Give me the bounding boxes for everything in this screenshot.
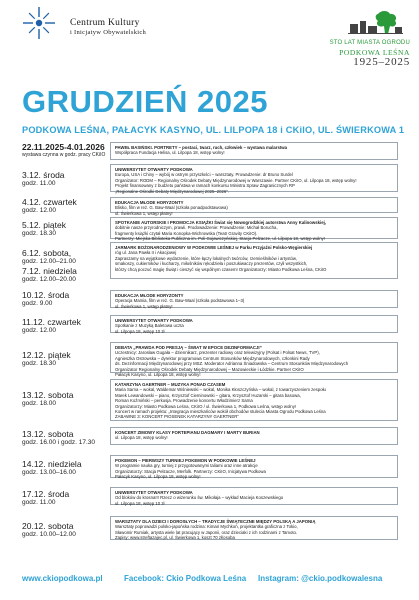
- event-detail-line: ul. Świerkowa 1, wstęp płatny!: [115, 303, 173, 309]
- event-description: [110, 455, 398, 478]
- event-detail-line: Marek Lewandowski – piano, Krzysztof Cieminowski – gitara, Krzysztof Huzarski – gitara basowa,: [115, 392, 301, 398]
- event-date-text: 11.12. czwartek: [22, 317, 81, 327]
- event-detail-line: Pałacyk Kasyno, ul. Lilpopa 18, wstęp wolny!: [115, 474, 201, 480]
- event-detail-line: Organizatorzy: Miasto Podkowa Leśna, CKiIO / ul. Świerkowa 1, Podkowa Leśna, wstęp wolny!: [115, 403, 297, 409]
- event-row: [22, 197, 400, 216]
- event-date: [22, 521, 108, 539]
- event-row: [22, 342, 400, 378]
- event-date-text: 7.12. niedziela: [22, 266, 77, 276]
- event-date-text: 12.12. piątek: [22, 350, 71, 360]
- event-detail-line: smakoszy, cukierników i kucharzy, miłośników rękodzieła i poszukiwaczy prezentów, czyli wszystkich,: [115, 261, 308, 267]
- event-heading: SPOTKANIE AUTORSKIE I PROMOCJA KSIĄŻKI Świat się Nowogrodzkiej autorstwa Anny Kalinowskiej,: [115, 220, 326, 225]
- event-description: [110, 242, 398, 279]
- event-row: [22, 379, 400, 421]
- event-row: [22, 142, 400, 160]
- event-detail-line: Organizator: RODM – Regionalny Ośrodek Debaty Międzynarodowej w Warszawie. Partner CKiIO, ul. Lilpopa 18, wstęp wolny!: [115, 177, 357, 183]
- website-link[interactable]: www.ckiopodkowa.pl: [22, 574, 103, 583]
- centenary-line2: PODKOWA LEŚNA: [339, 48, 410, 57]
- event-detail-line: Od bloków do krosna!!! Rzecz o wizerunku św. Mikołaja – wykład Macieja Koszewskiego: [115, 495, 284, 501]
- skyline-tree-icon: [348, 10, 403, 34]
- event-heading: UNIWERSYTET OTWARTY PODKOWA: [115, 490, 193, 495]
- event-description: [110, 342, 398, 378]
- event-description: [110, 379, 398, 421]
- event-date-text: 22.11.2025-4.01.2026: [22, 142, 105, 152]
- org-name-line2: i Inicjatyw Obywatelskich: [70, 29, 147, 36]
- event-detail-line: Organizatorzy: Stacja Pełzacze, Merfolk. Partnerzy: CKiIO, Inicjatywa Podkowa: [115, 468, 266, 474]
- event-detail-line: Partnerzy: Miejska Biblioteka Publiczna im. Poli Gojawiczyńskiej, Stacja Pełzacze, ul. Lilpopa 18, wstęp wolny!: [115, 236, 325, 242]
- event-time-text: godz. 11.00: [22, 499, 56, 506]
- event-row: [22, 164, 400, 192]
- event-row: [22, 315, 400, 333]
- event-heading: EDUKACJA MŁODE HORYZONTY: [115, 200, 184, 205]
- event-description: [110, 487, 398, 505]
- event-detail-line: „Regionalne Ośrodki Debaty Międzynarodowej 2025–2026”.: [115, 188, 229, 194]
- event-detail-line: ul. Świerkowa 1, wstęp płatny!: [115, 210, 173, 216]
- event-row: [22, 487, 400, 505]
- ckiio-logo-star-icon: [22, 6, 56, 40]
- event-detail-line: Warsztaty poprowadzi polsko-japońska rodzina: Kimari Mychkoń, projektantka graficzna z Tokio,: [115, 524, 298, 530]
- event-date: [22, 489, 108, 507]
- page-subtitle: PODKOWA LEŚNA, PAŁACYK KASYNO, UL. LILPOPA 18 i CKiIO, UL. ŚWIERKOWA 1: [22, 125, 405, 135]
- event-date: [22, 459, 108, 477]
- event-time-text: godz. 10.00–12.00: [22, 531, 76, 538]
- facebook-link[interactable]: Facebook: Ckio Podkowa Leśna: [124, 574, 247, 583]
- event-detail-line: Operacja Mamia, film w reż. G. Baw-Waal (szkoła podstawowa 1–3): [115, 298, 245, 304]
- event-detail-line: ZABAWNE 3: KONCERT PIOSENEK KATARZYNY GAERTNER”: [115, 414, 239, 420]
- event-date: [22, 290, 108, 308]
- event-heading: UNIWERSYTET OTWARTY PODKOWA: [115, 318, 193, 323]
- event-heading: DEBATA „PRAWDA POD PRESJĄ – ŚWIAT W EPOCE DEZINFORMACJI”: [115, 345, 262, 350]
- event-date: [22, 429, 108, 447]
- event-date: [22, 248, 108, 284]
- event-time-text: godz. 16.00 i godz. 17.30: [22, 439, 96, 446]
- event-detail-line: ul. Lilpopa 18, wstęp 10 zł: [115, 328, 165, 334]
- event-date-text: 3.12. środa: [22, 170, 65, 180]
- event-time-text: godz. 18.30: [22, 360, 56, 367]
- event-description: [110, 427, 398, 445]
- event-row: [22, 242, 400, 283]
- event-date-text: 10.12. środa: [22, 290, 70, 300]
- event-detail-line: Maria Sarna – wokal, Waldemar Wiśniewski – wokal, Monika Kłoszczyńska – wokal, z towarzyszeniem zespołu: [115, 387, 326, 393]
- event-detail-line: Uczestnicy: Jarosław Gugała – dziennikarz, prezenter radiowy oraz telewizyjny (Polsat i Polsat News, TVP),: [115, 350, 320, 356]
- event-detail-line: róg ul. Jana Pawła II i Akacjowej: [115, 250, 177, 256]
- event-detail-line: ds. Dezinformacji Międzynarodowej przy MSZ. Moderator Adrianna Śniadowska – Centrum Stosunków Międzynarodowych: [115, 361, 349, 367]
- instagram-link[interactable]: Instagram: @ckio.podkowalesna: [258, 574, 383, 583]
- event-description: [110, 164, 398, 192]
- centenary-line1: STO LAT MIASTA OGRODU: [329, 40, 410, 46]
- event-time-text: godz. 9.00: [22, 300, 53, 307]
- event-description: [110, 516, 398, 540]
- event-time-text: godz. 18.00: [22, 400, 56, 407]
- event-detail-line: ul. Lilpopa 18, wstęp wolny!: [115, 435, 168, 441]
- event-row: [22, 455, 400, 478]
- event-detail-line: Roman Koźmiński – perkusja. Prowadzenie koncertu Włodzimierz Sarna: [115, 398, 253, 404]
- event-time-text: godz. 13.00–16.00: [22, 469, 76, 476]
- event-note-text: wystawa czynna w godz. pracy CKiIO: [22, 152, 106, 158]
- event-detail-line: ul. Lilpopa 18, wstęp 10 zł: [115, 500, 165, 506]
- event-time-text: godz. 18.30: [22, 230, 56, 237]
- event-date-text: 13.12. sobota: [22, 429, 74, 439]
- event-time-text: godz. 12.00: [22, 327, 56, 334]
- event-description: [110, 217, 398, 242]
- event-date: [22, 220, 108, 238]
- event-detail-line: fragmenty książki czytał Maria Konopka-Wichrowska (Teatr Gravity CKiIO).: [115, 230, 258, 236]
- event-date: [22, 317, 108, 335]
- event-date-text: 14.12. niedziela: [22, 459, 82, 469]
- event-date-text: 6.12. sobota,: [22, 248, 72, 258]
- event-detail-line: Blisko, film w reż. G. Baw-Waal (szkoła ponadpodstawowa): [115, 205, 228, 211]
- event-heading: WARSZTATY DLA DZIECI I DOROSŁYCH – TRADYCJE ŚWIĄTECZNE MIĘDZY POLSKĄ A JAPONIĄ: [115, 519, 316, 524]
- event-heading: UNIWERSYTET OTWARTY PODKOWA: [115, 167, 193, 172]
- event-detail-line: Sławomir Rumiak, artysta wiele lat pracujący w Japonii, oraz dzieciaki z ich rodzinami z Tamoto.: [115, 529, 298, 535]
- event-time-text: godz. 12.00: [22, 207, 56, 214]
- event-date-text: 5.12. piątek: [22, 220, 66, 230]
- event-date-text: 17.12. środa: [22, 489, 70, 499]
- event-time-text: godz. 12.00–20.00: [22, 276, 76, 283]
- event-heading: PAWEŁ BASIŃSKI. PORTRETY – postaci, twarz, ruch, człowiek – wystawa malarstwa: [115, 145, 288, 150]
- event-row: [22, 217, 400, 242]
- event-date-text: 13.12. sobota: [22, 390, 74, 400]
- event-date: [22, 350, 108, 368]
- event-date: [22, 142, 108, 158]
- event-detail-line: Organizator Regionalny Ośrodek Debaty Międzynarodowej – Mazowieckie i Łódzkie. Partner CKiIO: [115, 366, 304, 372]
- event-detail-line: Zapisy: www.streftazajec.pl, ul. Świerkowa 1, koszt 70 zł/osoba: [115, 535, 235, 541]
- org-name-line1: Centrum Kultury: [70, 18, 140, 28]
- event-row: [22, 427, 400, 445]
- event-description: [110, 197, 398, 216]
- organization-name: [70, 18, 146, 38]
- event-detail-line: Projekt finansowany z budżetu państwa w ramach konkursu Ministra Spraw Zagranicznych RP: [115, 183, 295, 189]
- event-description: [110, 142, 398, 160]
- event-heading: POKEMON – PIERWSZY TURNIEJ POKEMON W PODKOWIE LEŚNEJ: [115, 458, 256, 463]
- event-heading: KATARZYNA GAERTNER – MUZYKA PONAD CZASEM: [115, 382, 226, 387]
- page-header: [0, 0, 419, 68]
- event-detail-line: Zapraszamy na wyjątkowe wydarzenie, które łączy lokalnych twórców, rzemieślników i artystów,: [115, 255, 297, 261]
- event-description: [110, 315, 398, 333]
- event-date: [22, 390, 108, 408]
- event-detail-line: Pałacyk Kasyno, ul. Lilpopa 18, wstęp wolny!: [115, 372, 201, 378]
- event-detail-line: którzy chcą poczuć magię Świąt i cieszyć się wspólnym czasem! Organizatorzy: Miasto Podkowa Leśna, CKiIO: [115, 266, 327, 272]
- event-detail-line: Agnieszka Ostrowska – dyrektor programowa Centrum Stosunków Międzynarodowych, członkini Rady: [115, 355, 310, 361]
- centenary-logo: [300, 10, 410, 68]
- event-detail-line: W programie nauka gry, turniej z przygotowanymi taliami oraz inne atrakcje: [115, 463, 258, 469]
- event-time-text: godz. 12.00–21.00: [22, 258, 76, 265]
- event-time-text: godz. 11.00: [22, 180, 56, 187]
- event-detail-line: Współpraca Fundacja Helisa, ul. Lilpopa 18, wstęp wolny!: [115, 150, 225, 156]
- event-date: [22, 170, 108, 188]
- event-heading: EDUKACJA MŁODE HORYZONTY: [115, 293, 184, 298]
- event-description: [110, 290, 398, 308]
- event-row: [22, 290, 400, 308]
- event-row: [22, 516, 400, 540]
- centenary-years: 1925–2025: [353, 56, 410, 68]
- event-heading: KONCERT ZIMOWY KLASY FORTEPIANU DAGMARY I MARTY BURIAN: [115, 430, 260, 435]
- event-detail-line: Spotkanie z Muzyką Baletowa uczta: [115, 323, 184, 329]
- event-detail-line: dobitnie nasze przyrodniczym, prawii. Prodowadzenie: Prowadzenie: Michał Borucha,: [115, 225, 278, 231]
- event-detail-line: Koncert w ramach projektu: „Integracja mieszkańców wokół obchodów stulecia Miasta Ogrodu Podkowa Leśna: [115, 409, 326, 415]
- event-heading: JARMARK BOŻONARODZENIOWY W PODKOWIE LEŚNEJ w Parku Przyjaźni Polsko-Węgierskiej: [115, 245, 313, 250]
- event-date-text: 4.12. czwartek: [22, 197, 77, 207]
- event-date-text: 20.12. sobota: [22, 521, 74, 531]
- page-title: GRUDZIEŃ 2025: [22, 84, 268, 119]
- event-detail-line: Europa, USA i Chiny – wybój w ostrym przyszłości – warsztaty. Prowadzenie: dr Bruno Surdel: [115, 172, 293, 178]
- event-date: [22, 197, 108, 215]
